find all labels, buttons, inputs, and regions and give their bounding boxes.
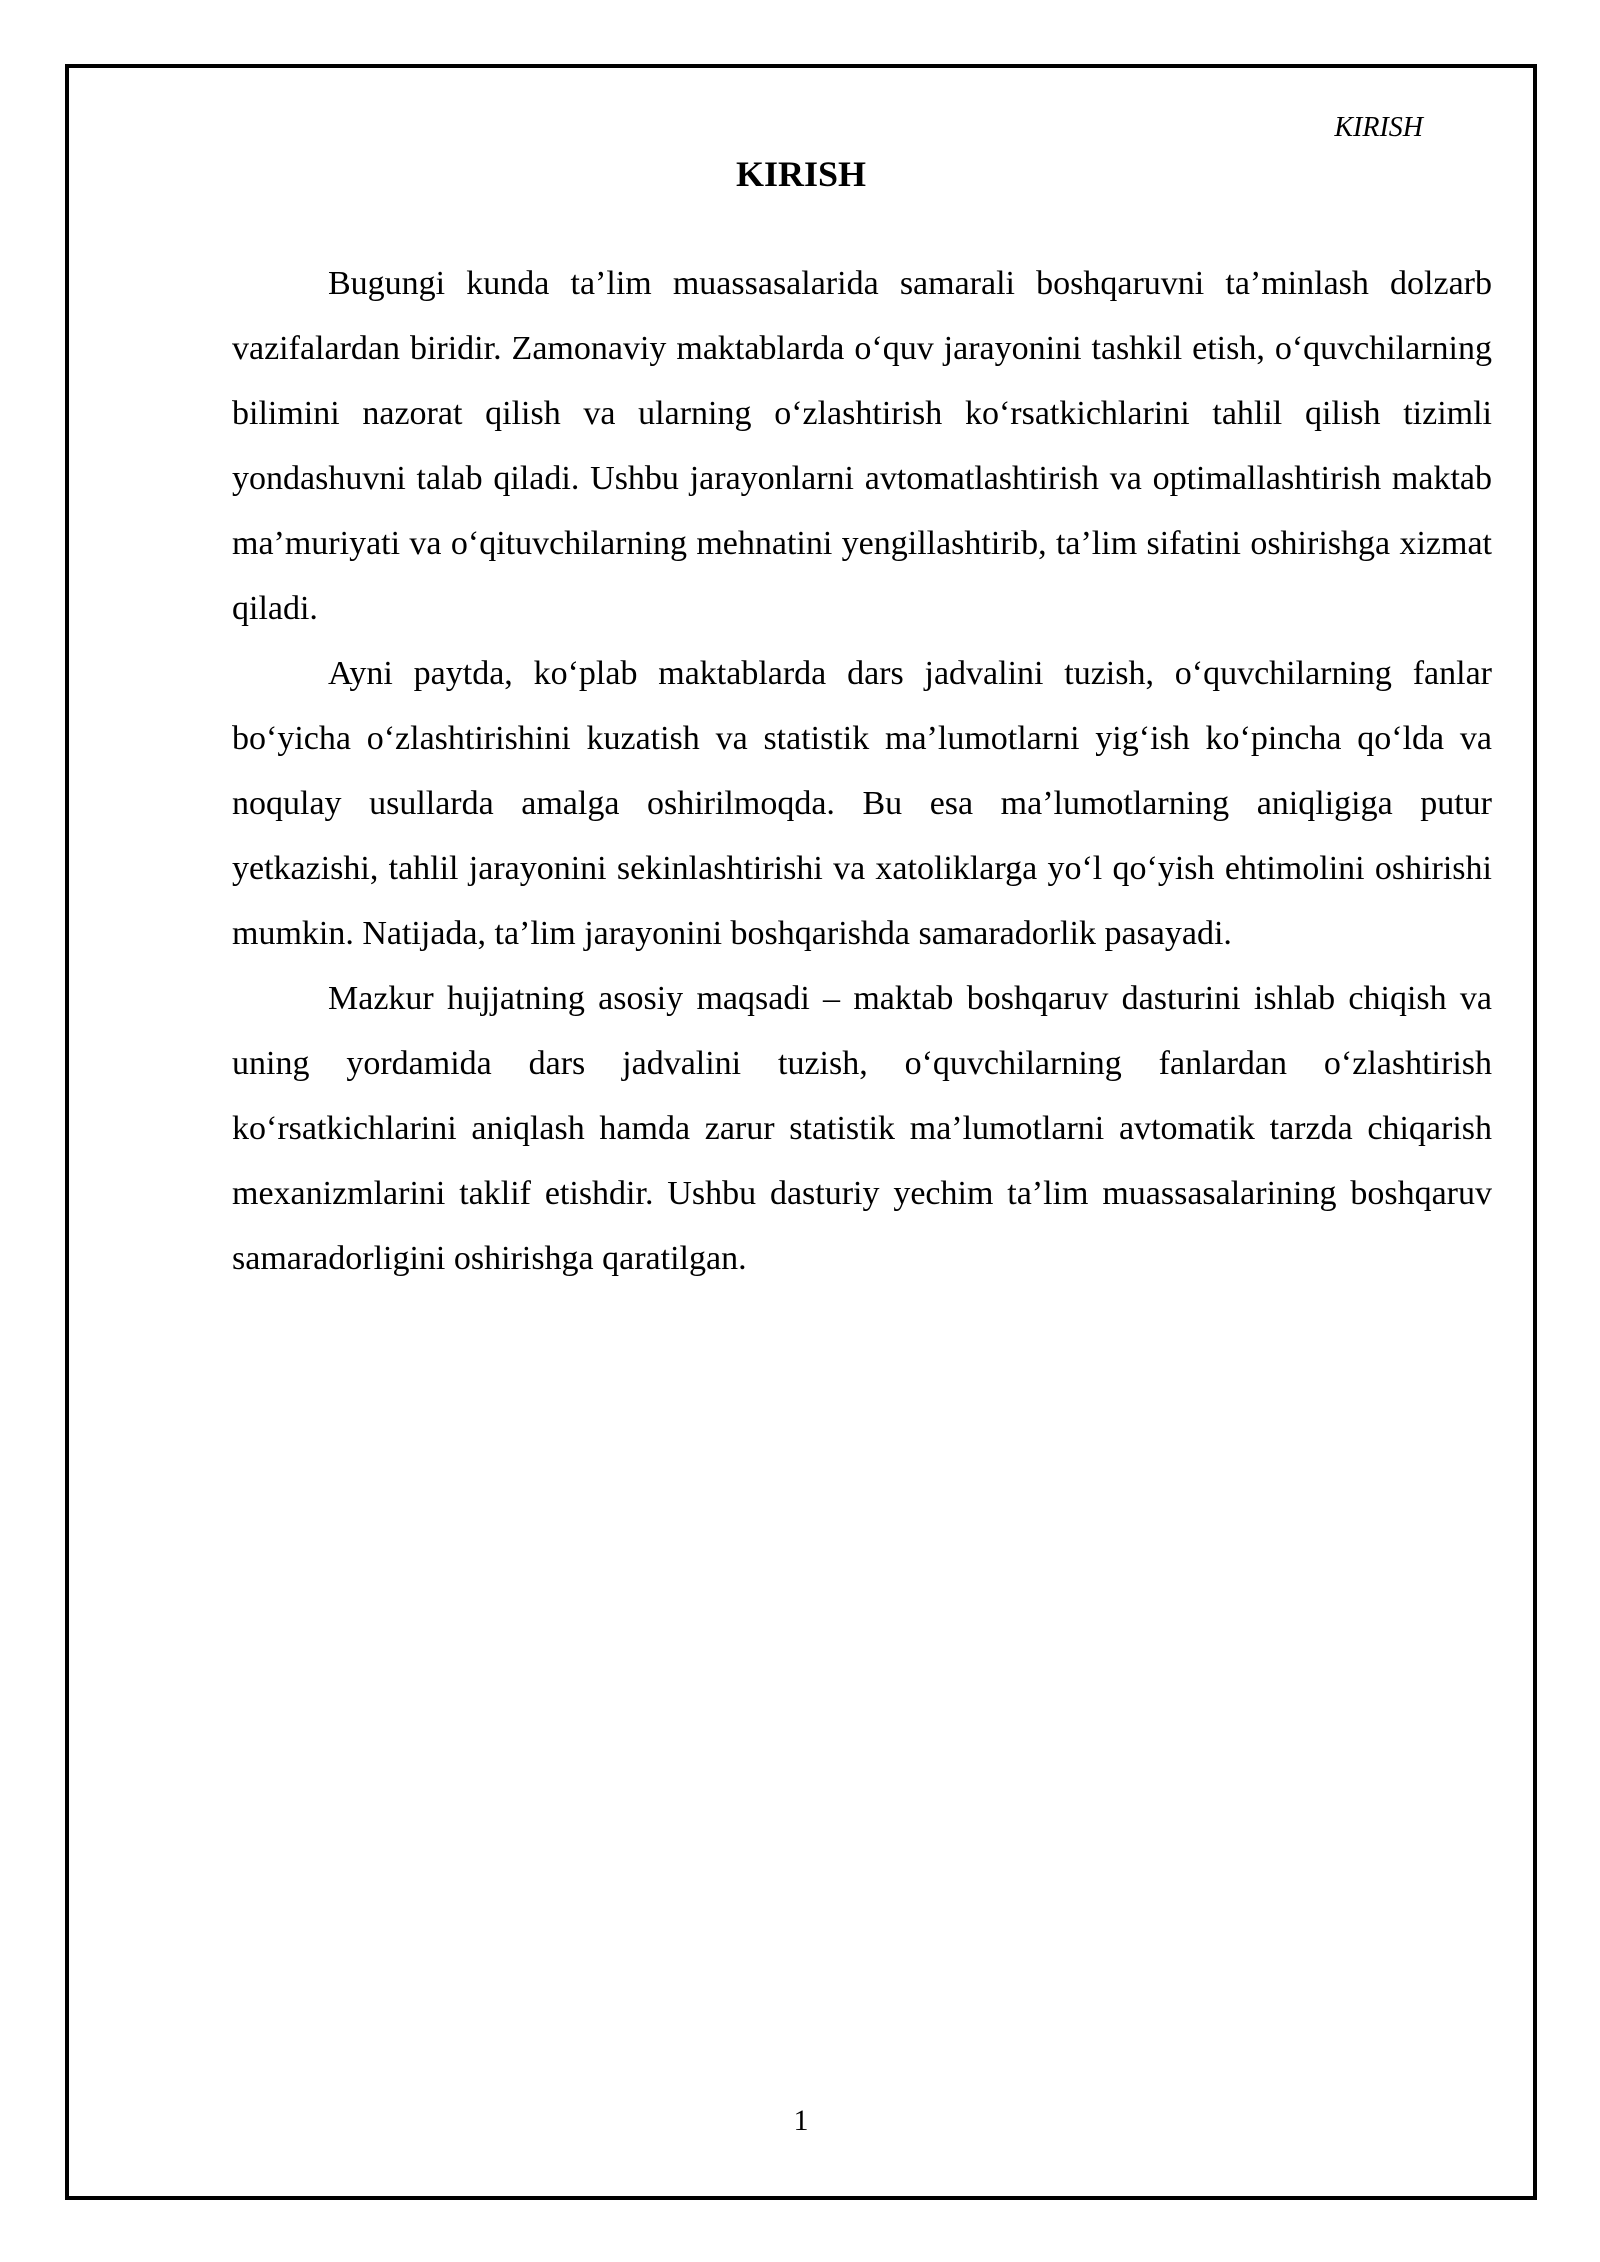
page-number: 1: [793, 2104, 809, 2137]
running-header: KIRISH: [1334, 112, 1423, 143]
page-frame: [65, 64, 1537, 2200]
page-title: KIRISH: [735, 154, 867, 194]
paragraph-2: Ayni paytda, ko‘plab maktablarda dars jadvalini tuzish, o‘quvchilarning fanlar bo‘yicha o‘zlashtirishini kuzatish va statistik ma’lumotlarni yig‘ish ko‘pincha qo‘lda va noqulay usullarda amalga oshirilmoqda. Bu esa ma’lumotlarning aniqligiga putur yetkazishi, tahlil jarayonini sekinlashtirishi va xatoliklarga yo‘l qo‘yish ehtimolini oshirishi mumkin. Natijada, ta’lim jarayonini boshqarishda samaradorlik pasayadi.: [232, 655, 1492, 952]
paragraph-3: Mazkur hujjatning asosiy maqsadi – maktab boshqaruv dasturini ishlab chiqish va uning yordamida dars jadvalini tuzish, o‘quvchilarning fanlardan o‘zlashtirish ko‘rsatkichlarini aniqlash hamda zarur statistik ma’lumotlarni avtomatik tarzda chiqarish mexanizmlarini taklif etishdir. Ushbu dasturiy yechim ta’lim muassasalarining boshqaruv samaradorligini oshirishga qaratilgan.: [232, 980, 1492, 1277]
paragraph-1: Bugungi kunda ta’lim muassasalarida samarali boshqaruvni ta’minlash dolzarb vazifalardan biridir. Zamonaviy maktablarda o‘quv jarayonini tashkil etish, o‘quvchilarning bilimini nazorat qilish va ularning o‘zlashtirish ko‘rsatkichlarini tahlil qilish tizimli yondashuvni talab qiladi. Ushbu jarayonlarni avtomatlashtirish va optimallashtirish maktab ma’muriyati va o‘qituvchilarning mehnatini yengillashtirib, ta’lim sifatini oshirishga xizmat qiladi.: [232, 265, 1492, 627]
body-text: [232, 251, 1492, 1291]
